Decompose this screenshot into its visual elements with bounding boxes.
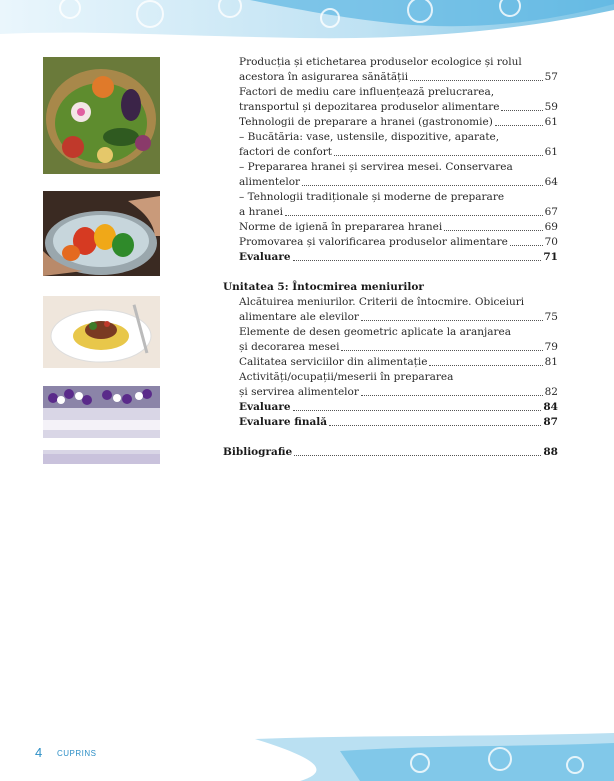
leader-dots xyxy=(294,455,541,456)
section-label: CUPRINS xyxy=(57,749,97,758)
toc-entry-bibliography[interactable] xyxy=(223,445,558,460)
toc-entry-title: – Tehnologii tradiționale și moderne de preparare xyxy=(239,191,505,203)
toc-entry-title: Evaluare xyxy=(239,251,291,263)
leader-dots xyxy=(293,260,542,261)
toc-entry[interactable] xyxy=(223,370,558,400)
toc-entry-row xyxy=(239,175,558,190)
toc-entry-title: și decorarea mesei xyxy=(239,341,340,353)
toc-entry[interactable] xyxy=(223,325,558,355)
toc-entry-page: 82 xyxy=(544,386,558,398)
toc-entry[interactable] xyxy=(223,115,558,130)
toc-entry-title: alimentare ale elevilor xyxy=(239,311,359,323)
unit-heading: Unitatea 5: Întocmirea meniurilor xyxy=(223,281,424,293)
toc-entry-title: Bibliografie xyxy=(223,446,293,458)
leader-dots xyxy=(361,320,543,321)
toc-entry[interactable] xyxy=(223,220,558,235)
leader-dots xyxy=(329,425,541,426)
toc-entry[interactable] xyxy=(223,415,558,430)
toc-entry[interactable] xyxy=(223,295,558,325)
toc-entry[interactable] xyxy=(223,85,558,115)
toc-entry-page: 79 xyxy=(544,341,558,353)
banquet-hall-photo xyxy=(43,386,160,464)
toc-entry[interactable] xyxy=(223,160,558,190)
leader-dots xyxy=(293,410,542,411)
leader-dots xyxy=(510,245,543,246)
washing-peppers-photo xyxy=(43,191,160,276)
toc-entry-page: 87 xyxy=(543,416,558,428)
toc-entry[interactable] xyxy=(223,400,558,415)
toc-entry-page: 61 xyxy=(544,116,558,128)
toc-entry[interactable] xyxy=(223,55,558,85)
toc-entry-row xyxy=(239,355,558,370)
toc-entry-page: 59 xyxy=(544,101,558,113)
toc-entry-title: transportul și depozitarea produselor alimentare xyxy=(239,101,500,113)
page-number: 4 xyxy=(35,745,43,760)
toc-entry-row xyxy=(239,310,558,325)
leader-dots xyxy=(501,110,542,111)
toc-entry-title: acestora în asigurarea sănătății xyxy=(239,71,409,83)
leader-dots xyxy=(410,80,543,81)
leader-dots xyxy=(444,230,542,231)
toc-entry-title: Norme de igienă în prepararea hranei xyxy=(239,221,443,233)
toc-entry-row xyxy=(239,115,558,130)
leader-dots xyxy=(285,215,543,216)
toc-entry-row xyxy=(239,250,558,265)
toc-entry-row xyxy=(239,70,558,85)
leader-dots xyxy=(495,125,543,126)
leader-dots xyxy=(429,365,542,366)
toc-entry-title: factori de confort xyxy=(239,146,332,158)
toc-entry-row xyxy=(239,340,558,355)
toc-entry-page: 67 xyxy=(544,206,558,218)
toc-entry-title: – Bucătăria: vase, ustensile, dispozitive, aparate, xyxy=(239,131,500,143)
toc-entry-title: Factori de mediu care influențează prelucrarea, xyxy=(239,86,495,98)
header-decoration xyxy=(0,0,614,60)
toc-entry-title: și servirea alimentelor xyxy=(239,386,359,398)
toc-entry-row xyxy=(239,385,558,400)
toc-entry-title: a hranei xyxy=(239,206,283,218)
toc-entry-title: Promovarea și valorificarea produselor alimentare xyxy=(239,236,508,248)
toc-entry-row xyxy=(239,235,558,250)
table-of-contents xyxy=(223,55,558,460)
toc-entry-page: 61 xyxy=(544,146,558,158)
toc-entry-row xyxy=(239,205,558,220)
toc-entry-page: 71 xyxy=(543,251,558,263)
toc-entry-title: alimentelor xyxy=(239,176,301,188)
toc-entry[interactable] xyxy=(223,250,558,265)
toc-entry-title: Alcătuirea meniurilor. Criterii de întocmire. Obiceiuri xyxy=(239,296,525,308)
leader-dots xyxy=(334,155,543,156)
toc-entry[interactable] xyxy=(223,235,558,250)
leader-dots xyxy=(341,350,542,351)
toc-entry-page: 88 xyxy=(543,446,558,458)
toc-entry-title: Producția și etichetarea produselor ecologice și rolul xyxy=(239,56,522,68)
toc-entry-page: 81 xyxy=(544,356,558,368)
toc-entry-title: Activități/ocupații/meserii în prepararea xyxy=(239,371,454,383)
toc-entry-page: 69 xyxy=(544,221,558,233)
vegetable-basket-photo xyxy=(43,57,160,174)
toc-entry-title: Evaluare xyxy=(239,401,291,413)
toc-entry-page: 57 xyxy=(544,71,558,83)
toc-entry-row xyxy=(239,100,558,115)
plated-dish-photo xyxy=(43,296,160,368)
toc-entry-title: Tehnologii de preparare a hranei (gastronomie) xyxy=(239,116,493,128)
toc-entry-page: 70 xyxy=(544,236,558,248)
toc-section-unit5 xyxy=(223,295,558,430)
toc-entry-title: Calitatea serviciilor din alimentație xyxy=(239,356,428,368)
toc-entry-row xyxy=(239,415,558,430)
toc-entry-title: Elemente de desen geometric aplicate la aranjarea xyxy=(239,326,511,338)
toc-entry-page: 75 xyxy=(544,311,558,323)
toc-entry-row xyxy=(239,400,558,415)
toc-entry-title: Evaluare finală xyxy=(239,416,328,428)
leader-dots xyxy=(361,395,543,396)
toc-section-top xyxy=(223,55,558,265)
toc-entry-title: – Prepararea hranei și servirea mesei. Conservarea xyxy=(239,161,513,173)
toc-entry-page: 84 xyxy=(543,401,558,413)
toc-entry-row xyxy=(239,220,558,235)
leader-dots xyxy=(302,185,543,186)
toc-entry[interactable] xyxy=(223,355,558,370)
toc-entry[interactable] xyxy=(223,130,558,160)
toc-entry-row xyxy=(239,145,558,160)
toc-entry-page: 64 xyxy=(544,176,558,188)
toc-entry[interactable] xyxy=(223,190,558,220)
